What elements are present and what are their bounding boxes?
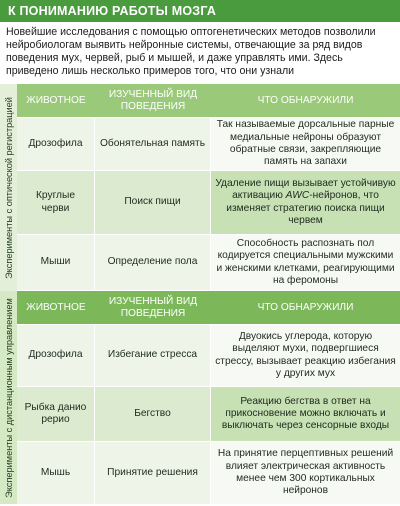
table-row bbox=[17, 441, 400, 504]
header-findings: ЧТО ОБНАРУЖИЛИ bbox=[257, 94, 354, 106]
cell-findings: Реакцию бегства в ответ на прикосновение можно включать и выключать через сенсорные входы bbox=[211, 387, 400, 441]
findings-text-post: -нейронов, что изменяет стратегию поиска пищи червем bbox=[226, 190, 385, 226]
cell-behavior: Определение пола bbox=[95, 235, 211, 290]
table-row bbox=[17, 386, 400, 441]
cell-behavior: Поиск пищи bbox=[95, 171, 211, 234]
table-row bbox=[17, 234, 400, 290]
cell-findings: Так называемые дорсальные парные медиальные нейроны образуют обратные связи, закрепляющие память на запахи bbox=[211, 118, 400, 170]
header-behavior: ИЗУЧЕННЫЙ ВИД ПОВЕДЕНИЯ bbox=[108, 88, 198, 112]
section1-side-text: Эксперименты с оптической регистрацией bbox=[3, 96, 14, 279]
cell-behavior: Обонятельная память bbox=[95, 118, 211, 170]
table-row bbox=[17, 117, 400, 170]
remote-control-table bbox=[17, 291, 400, 504]
section1-side-label bbox=[0, 84, 17, 291]
header-animal: ЖИВОТНОЕ bbox=[26, 301, 86, 313]
cell-animal: Дрозофила bbox=[17, 118, 95, 170]
header-behavior: ИЗУЧЕННЫЙ ВИД ПОВЕДЕНИЯ bbox=[108, 295, 198, 319]
cell-findings: Двуокись углерода, которую выделяют мухи, подвергшиеся стрессу, вызывает реакцию избегания у других мух bbox=[211, 325, 400, 386]
cell-animal: Рыбка данио рерио bbox=[17, 387, 95, 441]
cell-behavior: Бегство bbox=[95, 387, 211, 441]
table-row bbox=[17, 324, 400, 386]
cell-findings: На принятие перцептивных решений влияет электрическая активность менее чем 300 кортикальных нейронов bbox=[211, 442, 400, 504]
cell-findings bbox=[211, 171, 400, 234]
cell-animal: Мыши bbox=[17, 235, 95, 290]
findings-text-pre: Удаление пищи вызывает устойчивую активацию bbox=[215, 177, 396, 202]
header-animal: ЖИВОТНОЕ bbox=[26, 94, 86, 106]
header-findings: ЧТО ОБНАРУЖИЛИ bbox=[257, 301, 354, 313]
cell-findings: Способность распознать пол кодируется специальными мужскими и женскими клетками, реагирующими на феромоны bbox=[211, 235, 400, 290]
section2-side-text: Эксперименты с дистанционным управлением bbox=[3, 297, 14, 498]
cell-behavior: Избегание стресса bbox=[95, 325, 211, 386]
intro-paragraph: Новейшие исследования с помощью оптогенетических методов позволили нейробиологам выявить нейронные системы, отвечающие за ряд видов поведения мух, червей, рыб и мышей, и даже управлять ими. Здесь приведено лишь несколько примеров того, что они узнали bbox=[6, 26, 376, 77]
table-header bbox=[17, 84, 400, 117]
cell-animal: Дрозофила bbox=[17, 325, 95, 386]
cell-animal: Мышь bbox=[17, 442, 95, 504]
section2-side-label bbox=[0, 291, 17, 504]
table-header bbox=[17, 291, 400, 324]
findings-text-em: AWC bbox=[285, 190, 310, 202]
page-title: К ПОНИМАНИЮ РАБОТЫ МОЗГА bbox=[0, 0, 400, 22]
optical-registration-table bbox=[17, 84, 400, 290]
findings-text bbox=[215, 178, 396, 227]
table-row bbox=[17, 170, 400, 234]
cell-behavior: Принятие решения bbox=[95, 442, 211, 504]
cell-animal: Круглые черви bbox=[17, 171, 95, 234]
